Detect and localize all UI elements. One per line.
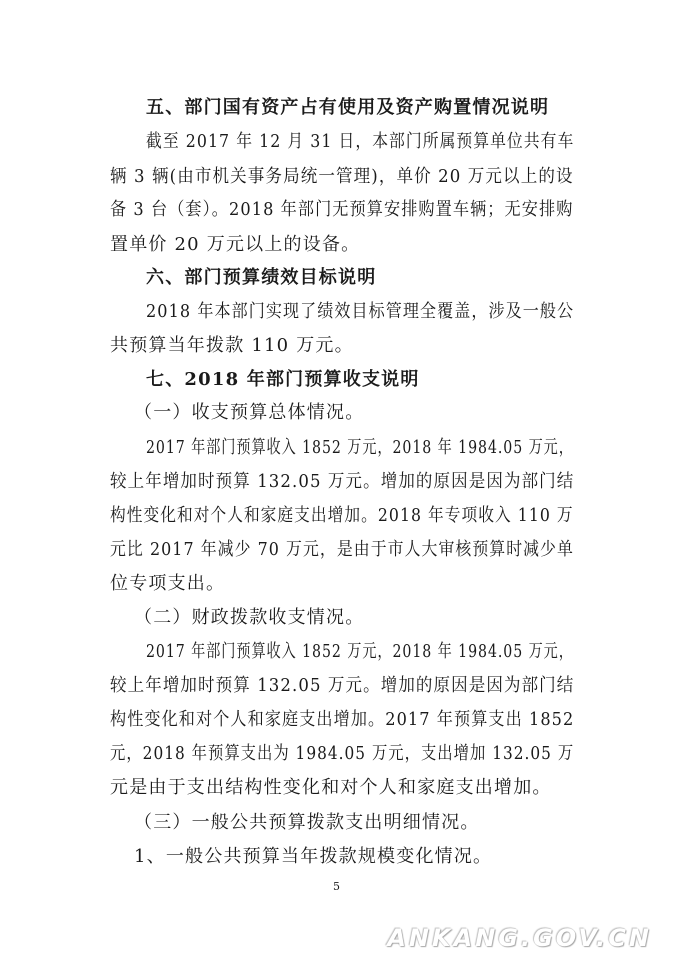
paragraph-line: 元，2018 年预算支出为 1984.05 万元，支出增加 132.05 万 xyxy=(110,743,575,764)
paragraph-line: 2018 年本部门实现了绩效目标管理全覆盖，涉及一般公 xyxy=(146,301,575,322)
paragraph-line: 构性变化和对个人和家庭支出增加。2018 年专项收入 110 万 xyxy=(110,505,574,526)
paragraph-line: 2017 年部门预算收入 1852 万元，2018 年 1984.05 万元， xyxy=(146,437,574,458)
paragraph-line: 置单价 20 万元以上的设备。 xyxy=(110,234,361,255)
section-7-heading: 七、2018 年部门预算收支说明 xyxy=(146,369,420,390)
subsection-heading: （二）财政拨款收支情况。 xyxy=(134,607,365,628)
page-number: 5 xyxy=(333,880,340,893)
paragraph-line: 位专项支出。 xyxy=(110,573,226,594)
paragraph-line: 较上年增加时预算 132.05 万元。增加的原因是因为部门结 xyxy=(110,675,575,696)
paragraph-line: 2017 年部门预算收入 1852 万元，2018 年 1984.05 万元， xyxy=(146,641,574,662)
subsection-heading: （三）一般公共预算拨款支出明细情况。 xyxy=(134,812,480,833)
paragraph-line: 备 3 台（套）。2018 年部门无预算安排购置车辆；无安排购 xyxy=(110,199,574,220)
paragraph-line: 辆 3 辆(由市机关事务局统一管理)，单价 20 万元以上的设 xyxy=(110,166,574,187)
paragraph-line: 元是由于支出结构性变化和对个人和家庭支出增加。 xyxy=(110,777,552,798)
section-5-heading: 五、部门国有资产占有使用及资产购置情况说明 xyxy=(146,97,550,118)
subsection-heading: （一）收支预算总体情况。 xyxy=(134,402,365,423)
paragraph-line: 共预算当年拨款 110 万元。 xyxy=(110,335,354,356)
section-6-heading: 六、部门预算绩效目标说明 xyxy=(146,267,377,288)
paragraph-line: 1、一般公共预算当年拨款规模变化情况。 xyxy=(134,846,493,867)
site-watermark: ANKANG.GOV.CN xyxy=(387,924,652,952)
paragraph-line: 截至 2017 年 12 月 31 日，本部门所属预算单位共有车 xyxy=(146,131,575,152)
paragraph-line: 较上年增加时预算 132.05 万元。增加的原因是因为部门结 xyxy=(110,471,575,492)
paragraph-line: 元比 2017 年减少 70 万元，是由于市人大审核预算时减少单 xyxy=(110,539,574,560)
paragraph-line: 构性变化和对个人和家庭支出增加。2017 年预算支出 1852 xyxy=(110,709,575,730)
